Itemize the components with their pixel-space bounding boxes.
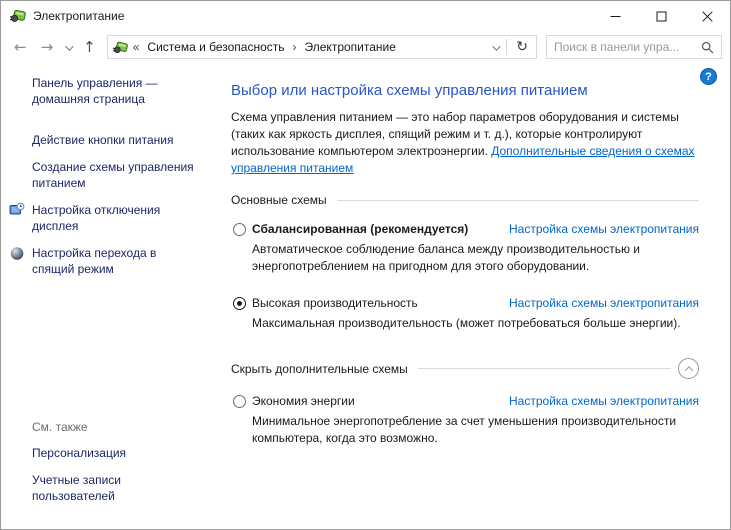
sleep-sphere-icon <box>9 245 25 265</box>
content-area <box>1 63 730 529</box>
plan-description: Автоматическое соблюдение баланса между производительностью и энергопотреблением на пригодном для этого оборудовании. <box>252 242 641 273</box>
plan-settings-link-balanced[interactable]: Настройка схемы электропитания <box>509 222 699 236</box>
breadcrumb-collapsed[interactable]: « <box>132 40 140 54</box>
plan-description: Максимальная производительность (может потребоваться больше энергии). <box>252 316 681 330</box>
close-button[interactable] <box>684 1 730 31</box>
titlebar <box>1 1 730 31</box>
sidebar-item-personalization[interactable]: Персонализация <box>32 446 127 460</box>
plan-list-main <box>233 222 699 332</box>
section-title[interactable]: Скрыть дополнительные схемы <box>231 361 408 376</box>
help-icon[interactable]: ? <box>700 68 717 85</box>
sidebar-item-control-panel-home[interactable]: Панель управления — домашняя страница <box>32 76 158 106</box>
maximize-button[interactable] <box>638 1 684 31</box>
learn-more-link[interactable]: Дополнительные сведения о схемах управления питанием <box>231 144 695 175</box>
up-button[interactable]: ↑ <box>83 37 96 56</box>
search-box[interactable] <box>546 35 722 59</box>
sidebar-item-label: Настройка перехода в спящий режим <box>32 246 157 276</box>
sidebar-item-sleep-settings[interactable] <box>32 245 200 277</box>
power-battery-icon <box>113 40 128 55</box>
section-title: Основные схемы <box>231 193 327 207</box>
page-title: Выбор или настройка схемы управления питанием <box>231 82 588 99</box>
sidebar-item-display-off-settings[interactable] <box>32 202 200 234</box>
plan-settings-link-high-performance[interactable]: Настройка схемы электропитания <box>509 296 699 310</box>
radio-high-performance[interactable] <box>233 297 246 310</box>
recent-pages-dropdown[interactable] <box>60 40 76 54</box>
radio-power-saver[interactable] <box>233 395 246 408</box>
plan-description: Минимальное энергопотребление за счет уменьшения производительности компьютера, когда это возможно. <box>252 414 677 445</box>
breadcrumb-separator: › <box>292 40 297 54</box>
address-dropdown[interactable] <box>487 40 503 54</box>
refresh-button[interactable]: ↻ <box>516 39 528 55</box>
sidebar-item-label: Настройка отключения дисплея <box>32 203 161 233</box>
plan-settings-link-power-saver[interactable]: Настройка схемы электропитания <box>509 394 699 408</box>
window-title: Электропитание <box>33 9 125 23</box>
power-battery-icon <box>10 8 26 24</box>
sidebar-item-user-accounts[interactable]: Учетные записи пользователей <box>32 473 121 503</box>
chevron-up-icon <box>684 366 692 374</box>
chevron-down-icon <box>492 42 500 50</box>
display-clock-icon <box>9 202 25 222</box>
navigation-toolbar <box>1 31 730 63</box>
minimize-button[interactable] <box>592 1 638 31</box>
radio-balanced[interactable] <box>233 223 246 236</box>
plan-name[interactable]: Сбалансированная (рекомендуется) <box>252 222 469 236</box>
sidebar-item-create-power-plan[interactable]: Создание схемы управления питанием <box>32 160 194 190</box>
plan-balanced <box>233 222 699 275</box>
search-icon[interactable] <box>701 41 714 54</box>
collapse-section-button[interactable] <box>678 358 699 379</box>
see-also-header: См. также <box>32 420 88 434</box>
address-bar[interactable] <box>107 35 537 59</box>
plan-high-performance <box>233 296 699 332</box>
back-button[interactable]: ← <box>14 37 27 56</box>
divider <box>418 368 671 369</box>
sidebar <box>1 63 216 529</box>
divider <box>337 200 699 201</box>
sidebar-item-power-button-action[interactable]: Действие кнопки питания <box>32 133 174 147</box>
section-header-additional-schemes <box>231 358 699 379</box>
intro-text: Схема управления питанием — это набор параметров оборудования и системы (таких как яркость дисплея, спящий режим и т. д.), которые контролируют использование компьютером электроэнергии. <box>231 110 679 158</box>
search-input[interactable] <box>554 40 701 54</box>
section-header-main-schemes <box>231 193 699 207</box>
chevron-down-icon <box>65 42 73 50</box>
breadcrumb-power-options[interactable]: Электропитание <box>304 40 396 54</box>
forward-button[interactable]: → <box>40 37 54 56</box>
intro-paragraph <box>231 109 699 177</box>
plan-name[interactable]: Экономия энергии <box>252 394 355 408</box>
main-pane <box>216 63 730 529</box>
plan-list-additional <box>233 394 699 447</box>
plan-name[interactable]: Высокая производительность <box>252 296 418 310</box>
breadcrumb-system-security[interactable]: Система и безопасность <box>147 40 285 54</box>
divider <box>506 39 507 55</box>
see-also-group <box>32 420 208 515</box>
plan-power-saver <box>233 394 699 447</box>
